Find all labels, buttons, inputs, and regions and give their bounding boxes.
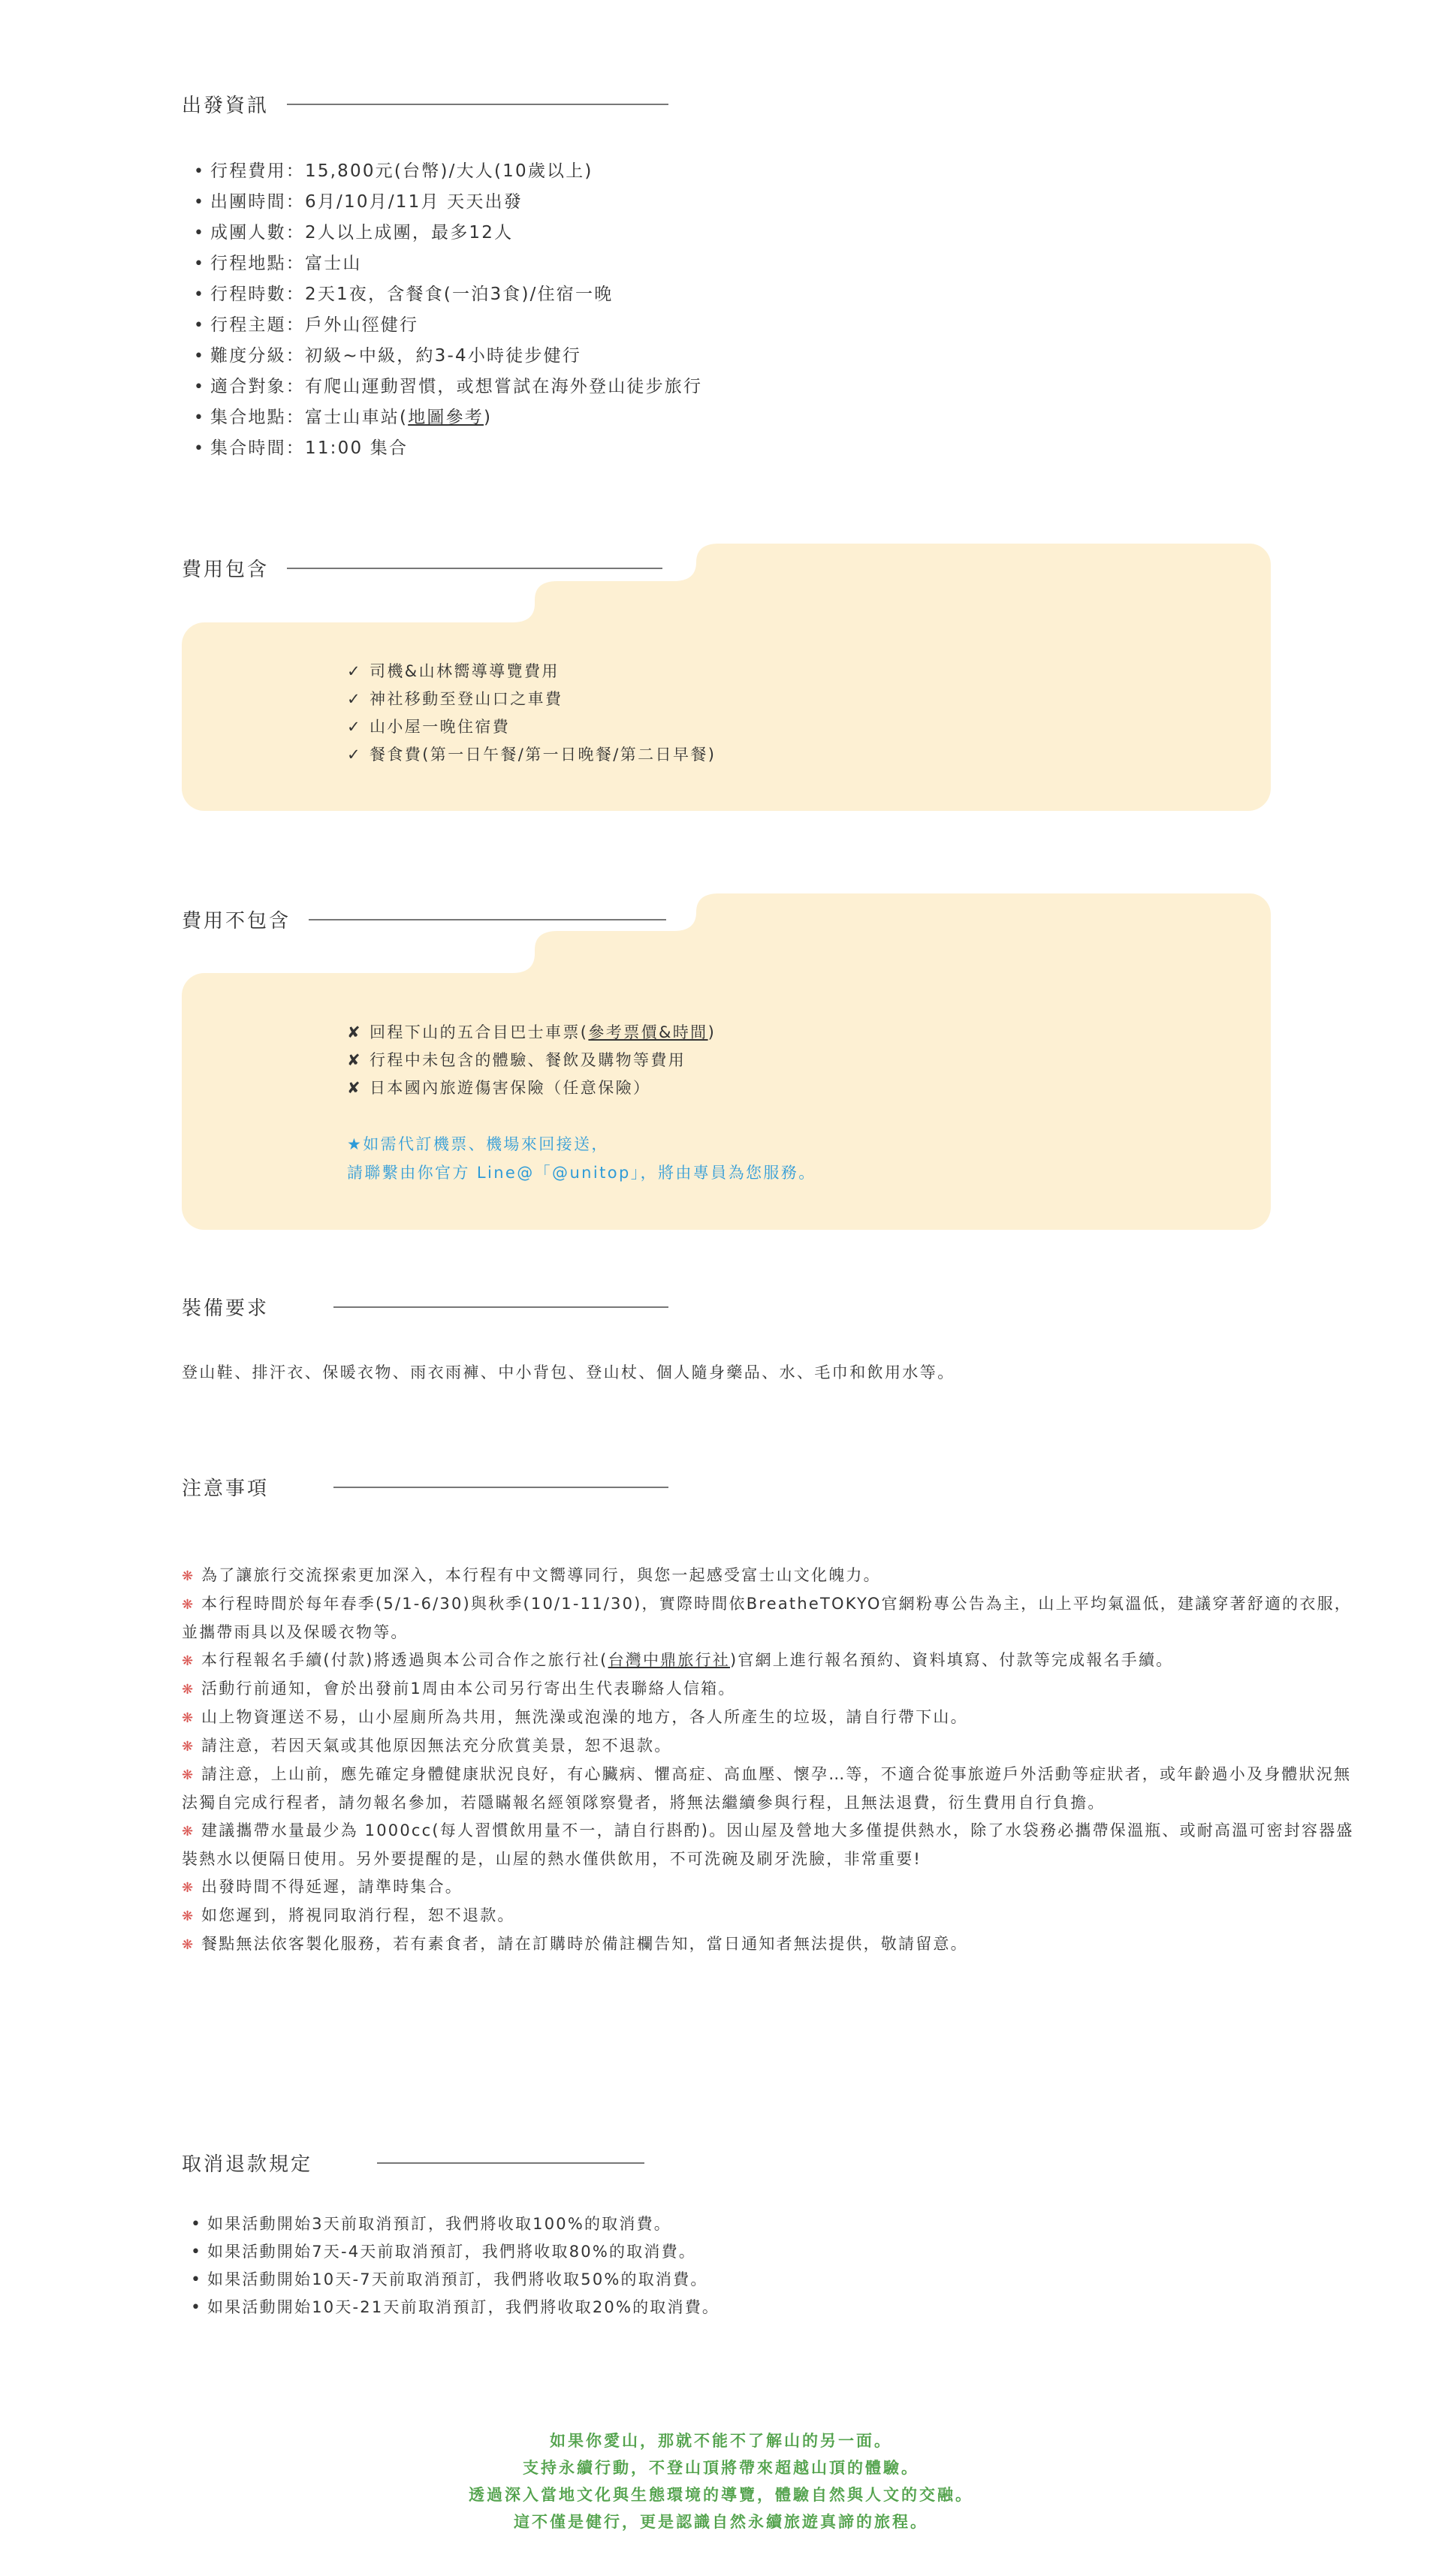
- list-item: ❋ 如您遲到，將視同取消行程，恕不退款。: [182, 1902, 1368, 1930]
- cross-icon: ✘: [347, 1051, 362, 1069]
- list-item: • 出團時間：6月/10月/11月 天天出發: [189, 187, 702, 218]
- list-item: • 集合時間：11:00 集合: [189, 433, 702, 464]
- map-reference-link[interactable]: 地圖參考: [408, 408, 484, 427]
- list-item: • 行程主題：戶外山徑健行: [189, 310, 702, 341]
- list-item: • 適合對象：有爬山運動習慣，或想嘗試在海外登山徒步旅行: [189, 372, 702, 402]
- list-item: • 如果活動開始7天-4天前取消預訂，我們將收取80%的取消費。: [186, 2238, 719, 2266]
- included-list: [347, 658, 716, 769]
- section-divider: [333, 1487, 668, 1488]
- bus-fare-reference-link[interactable]: 參考票價&時間: [588, 1023, 708, 1041]
- list-item: ❋ 餐點無法依客製化服務，若有素食者，請在訂購時於備註欄告知，當日通知者無法提供，敬請留意。: [182, 1930, 1368, 1959]
- list-item: ❋ 建議攜帶水量最少為 1000cc(每人習慣飲用量不一，請自行斟酌)。因山屋及營地大多僅提供熱水，除了水袋務必攜帶保溫瓶、或耐高溫可密封容器盛裝熱水以便隔日使用。另外要提醒的是，山屋的熱水僅供飲用，不可洗碗及刷牙洗臉，非常重要!: [182, 1817, 1368, 1873]
- section-title-included: 費用包含: [182, 559, 270, 581]
- section-header-notes: [182, 1473, 668, 1501]
- list-item: ❋ 本行程時間於每年春季(5/1-6/30)與秋季(10/1-11/30)，實際時間依BreatheTOKYO官網粉專公告為主，山上平均氣溫低，建議穿著舒適的衣服，並攜帶雨具以及保暖衣物等。: [182, 1590, 1368, 1647]
- section-title-equipment: 裝備要求: [182, 1297, 270, 1320]
- list-item: • 成團人數：2人以上成團，最多12人: [189, 218, 702, 249]
- asterisk-icon: ❋: [182, 1568, 195, 1584]
- list-item: • 如果活動開始3天前取消預訂，我們將收取100%的取消費。: [186, 2210, 719, 2238]
- list-item: ✘ 行程中未包含的體驗、餐飲及購物等費用: [347, 1047, 716, 1074]
- list-item: • 如果活動開始10天-7天前取消預訂，我們將收取50%的取消費。: [186, 2266, 719, 2294]
- excluded-list: [347, 1019, 716, 1102]
- closing-line-2: 支持永續行動，不登山頂將帶來超越山頂的體驗。: [523, 2459, 919, 2477]
- list-item: ❋ 活動行前通知，會於出發前1周由本公司另行寄出生代表聯絡人信箱。: [182, 1675, 1368, 1704]
- list-item-agency: ❋ 本行程報名手續(付款)將透過與本公司合作之旅行社(台灣中鼎旅行社)官網上進行報名預約、資料填寫、付款等完成報名手續。: [182, 1647, 1368, 1675]
- section-title-depart: 出發資訊: [182, 95, 270, 117]
- closing-line-4: 這不僅是健行，更是認識自然永續旅遊真諦的旅程。: [514, 2513, 928, 2531]
- travel-agency-link[interactable]: 台灣中鼎旅行社: [608, 1651, 730, 1669]
- section-title-cancel: 取消退款規定: [182, 2153, 313, 2176]
- list-item: • 行程地點：富士山: [189, 249, 702, 279]
- asterisk-icon: ❋: [182, 1937, 195, 1953]
- cancel-policy-list: [186, 2210, 719, 2321]
- list-item: • 行程時數：2天1夜，含餐食(一泊3食)/住宿一晚: [189, 279, 702, 310]
- asterisk-icon: ❋: [182, 1739, 195, 1755]
- asterisk-icon: ❋: [182, 1710, 195, 1726]
- list-item: • 行程費用：15,800元(台幣)/大人(10歲以上): [189, 156, 702, 187]
- section-header-depart: [182, 90, 668, 118]
- asterisk-icon: ❋: [182, 1909, 195, 1924]
- meeting-place-prefix: 集合地點：富士山車站(: [210, 408, 409, 427]
- list-item: ✓ 司機&山林嚮導導覽費用: [347, 658, 716, 685]
- check-icon: ✓: [347, 690, 362, 708]
- section-header-equipment: [182, 1293, 668, 1321]
- list-item: ❋ 為了讓旅行交流探索更加深入，本行程有中文嚮導同行，與您一起感受富士山文化魄力。: [182, 1562, 1368, 1590]
- section-title-excluded: 費用不包含: [182, 910, 291, 932]
- cross-icon: ✘: [347, 1023, 362, 1041]
- included-panel-background: [182, 544, 1271, 811]
- list-item: ✓ 神社移動至登山口之車費: [347, 685, 716, 713]
- asterisk-icon: ❋: [182, 1682, 195, 1698]
- section-header-cancel: [182, 2149, 644, 2177]
- asterisk-icon: ❋: [182, 1880, 195, 1896]
- cross-icon: ✘: [347, 1079, 362, 1097]
- meeting-place-suffix: ): [484, 408, 493, 427]
- list-item: ❋ 請注意，若因天氣或其他原因無法充分欣賞美景，恕不退款。: [182, 1732, 1368, 1761]
- list-item: • 難度分級：初級~中級，約3-4小時徒步健行: [189, 341, 702, 372]
- list-item: ❋ 山上物資運送不易，山小屋廁所為共用，無洗澡或泡澡的地方，各人所產生的垃圾，請自行帶下山。: [182, 1704, 1368, 1732]
- section-divider: [377, 2162, 644, 2164]
- asterisk-icon: ❋: [182, 1824, 195, 1839]
- asterisk-icon: ❋: [182, 1767, 195, 1783]
- check-icon: ✓: [347, 746, 362, 764]
- service-note-line2: 請聯繫由你官方 Line@「@unitop」，將由專員為您服務。: [347, 1164, 816, 1182]
- list-item: ❋ 出發時間不得延遲，請準時集合。: [182, 1873, 1368, 1902]
- list-item-meeting-place: [189, 402, 702, 433]
- depart-info-list: [189, 156, 702, 464]
- check-icon: ✓: [347, 718, 362, 736]
- list-item: ❋ 請注意，上山前，應先確定身體健康狀況良好，有心臟病、懼高症、高血壓、懷孕…等，不適合從事旅遊戶外活動等症狀者，或年齡過小及身體狀況無法獨自完成行程者，請勿報名參加，若隱瞞報名經領隊察覺者，將無法繼續參與行程，且無法退費，衍生費用自行負擔。: [182, 1761, 1368, 1817]
- equipment-text: 登山鞋、排汗衣、保暖衣物、雨衣雨褲、中小背包、登山杖、個人隨身藥品、水、毛巾和飲用水等。: [182, 1363, 955, 1381]
- list-item: ✘ 日本國內旅遊傷害保險（任意保險）: [347, 1074, 716, 1102]
- list-item: ✘ 回程下山的五合目巴士車票(參考票價&時間): [347, 1019, 716, 1047]
- section-divider: [333, 1306, 668, 1308]
- asterisk-icon: ❋: [182, 1597, 195, 1613]
- check-icon: ✓: [347, 662, 362, 680]
- asterisk-icon: ❋: [182, 1653, 195, 1669]
- list-item: • 如果活動開始10天-21天前取消預訂，我們將收取20%的取消費。: [186, 2294, 719, 2321]
- closing-line-3: 透過深入當地文化與生態環境的導覽，體驗自然與人文的交融。: [469, 2486, 973, 2504]
- list-item: ✓ 餐食費(第一日午餐/第一日晚餐/第二日早餐): [347, 741, 716, 769]
- closing-line-1: 如果你愛山，那就不能不了解山的另一面。: [550, 2432, 892, 2450]
- section-title-notes: 注意事項: [182, 1478, 270, 1500]
- service-note-line1: ★如需代訂機票、機場來回接送，: [347, 1135, 609, 1153]
- notes-list: [182, 1562, 1368, 1959]
- list-item: ✓ 山小屋一晚住宿費: [347, 713, 716, 741]
- section-divider: [287, 104, 668, 105]
